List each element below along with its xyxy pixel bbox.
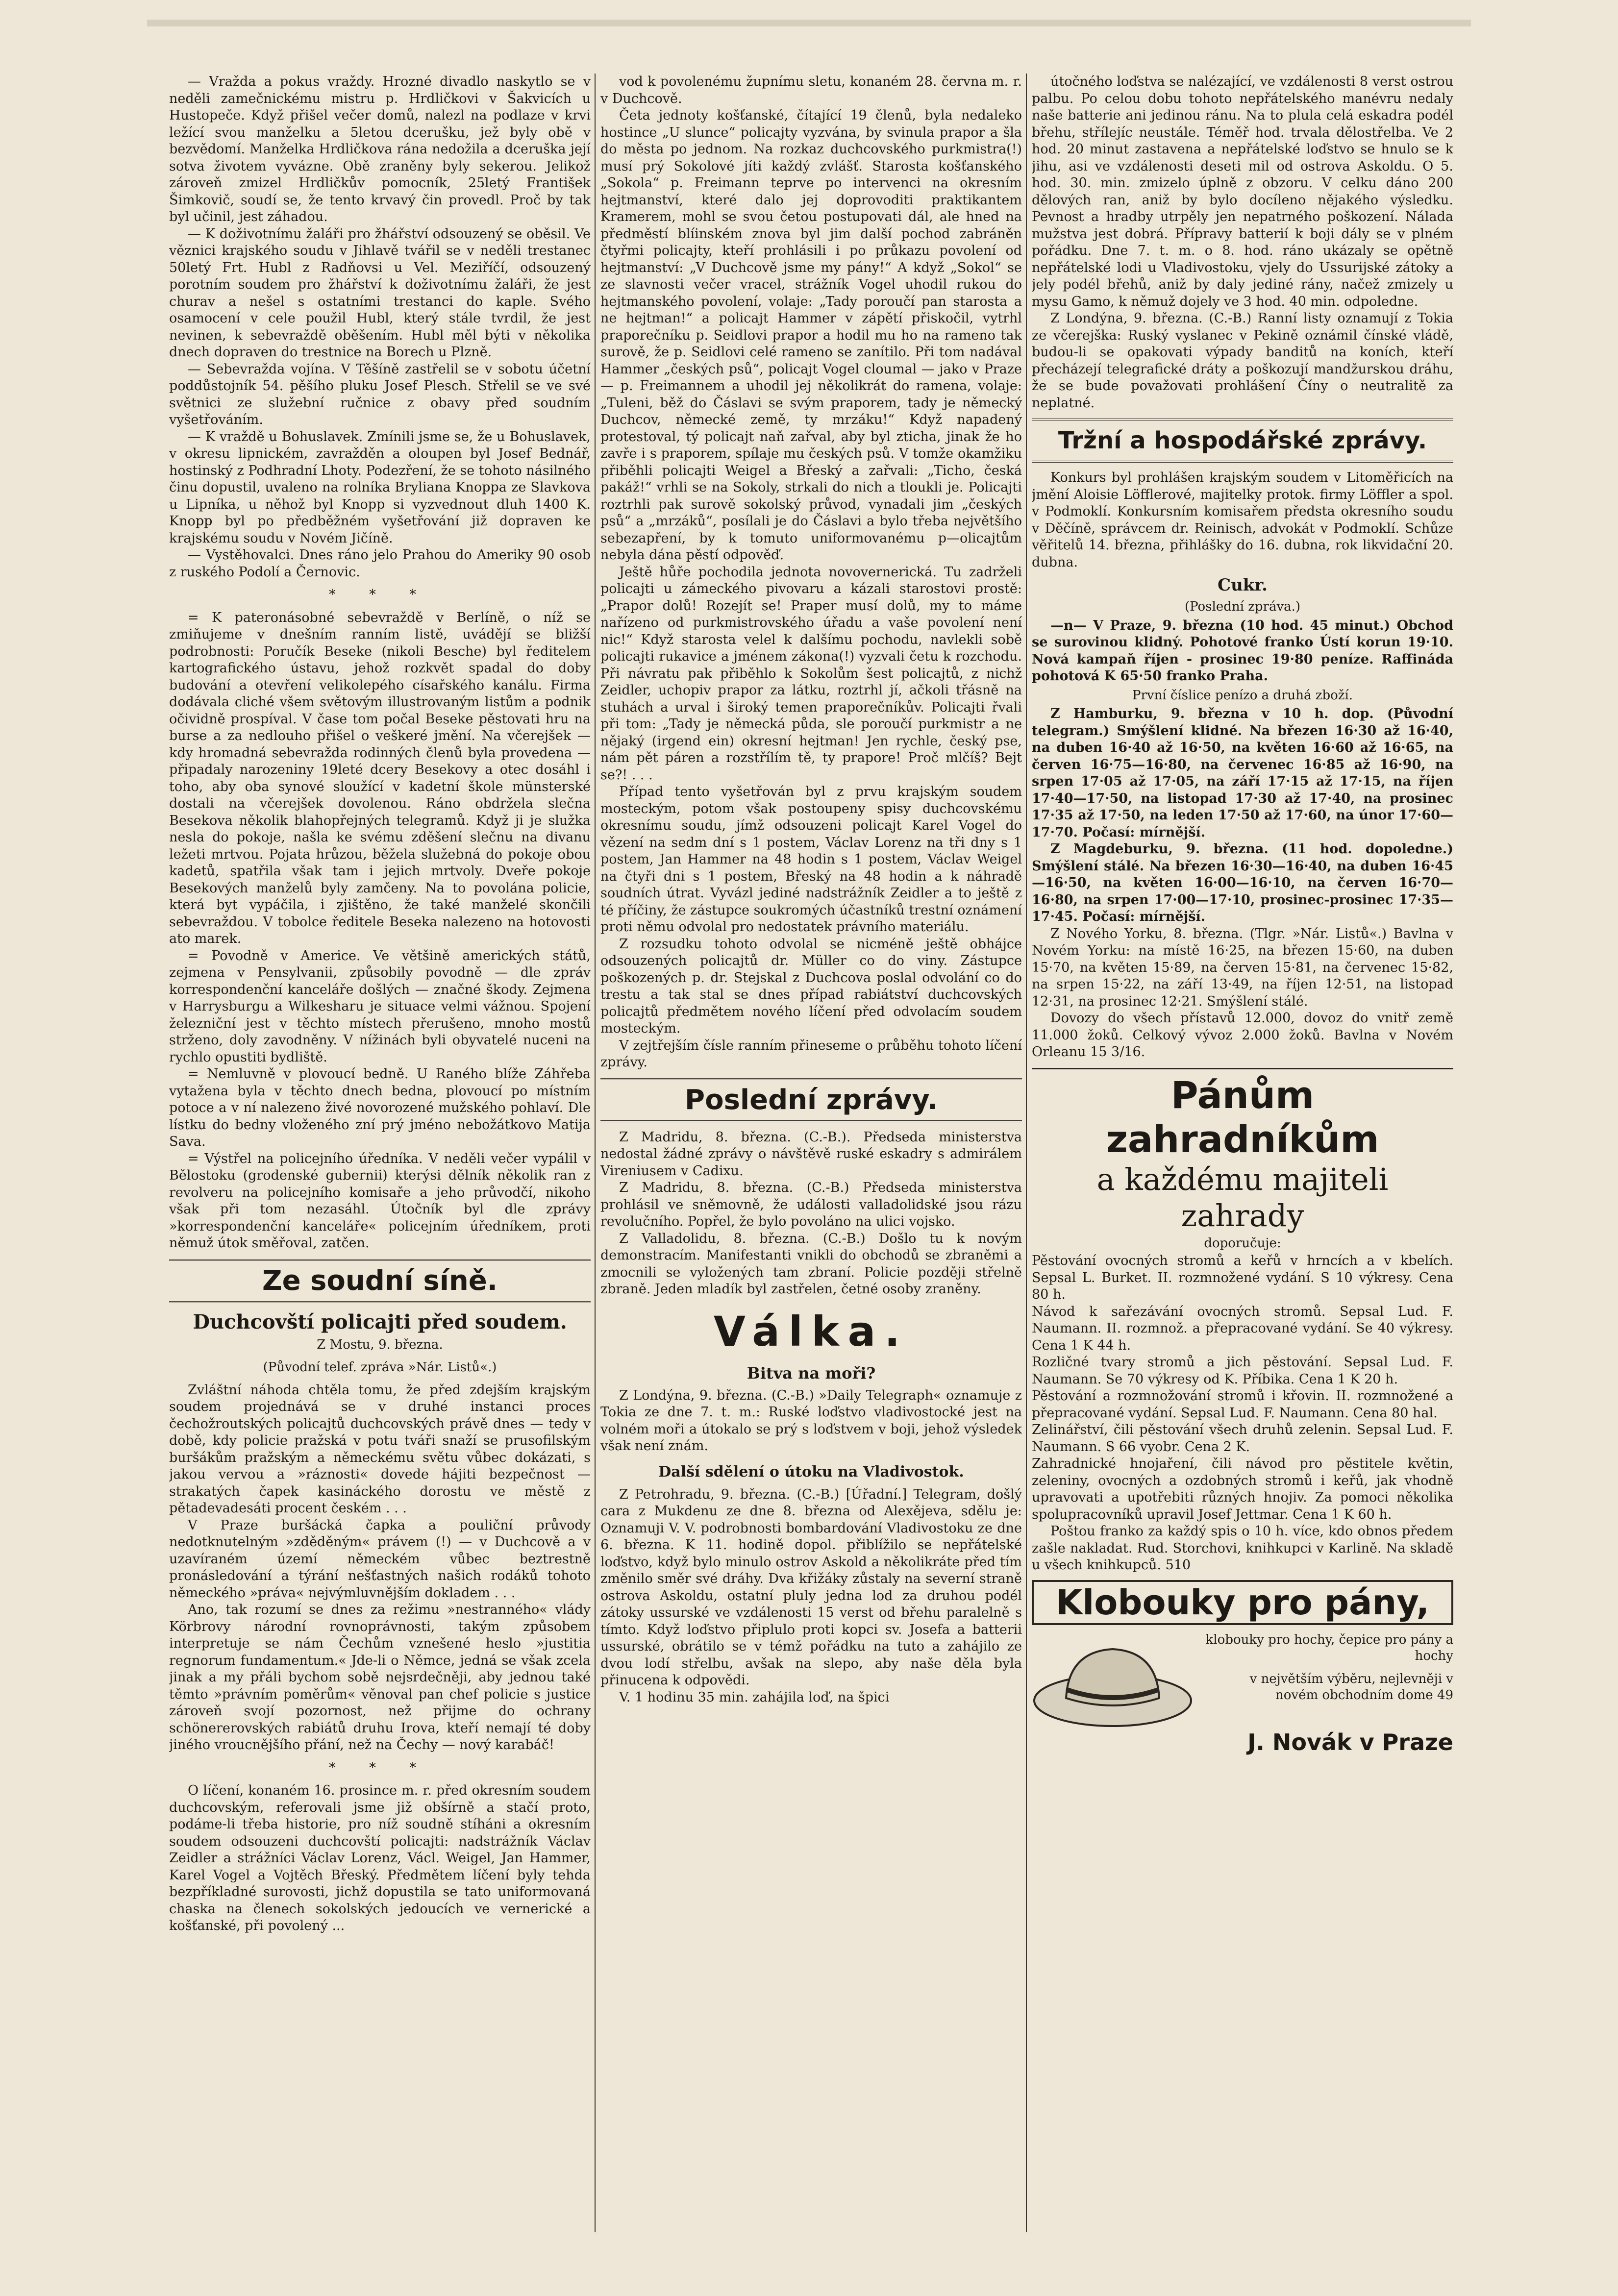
column-3 — [1032, 74, 1453, 2237]
ad-hats-line: klobouky pro hochy, čepice pro pány a hochy — [1205, 1632, 1453, 1663]
ad-garden-subtitle: a každému majiteli zahrady — [1096, 1161, 1389, 1234]
ad-book-item: Rozličné tvary stromů a jich pěstování. Sepsal Lud. F. Naumann. Se 70 výkresy od K. Příbika. Cena 1 K 20 h. — [1032, 1355, 1453, 1387]
court-paragraph: Zvláštní náhoda chtěla tomu, že před zdejším krajským soudem projednává se v druhé instanci proces čechožroutských policajtů duchcovských právě dnes — tedy v době, kdy policie pražská v potu tváři snaží se prusofilským buršákům pražským a německému světu vůbec dokázati, s jakou vervou a »ráznosti« dovede hájiti bezpečnost — strakatých čapek kasináckého dorostu ve městě z pětadevadesáti procent českém . . . — [169, 1382, 591, 1516]
article-bohuslavky: — K vraždě u Bohuslavek. Zmínili jsme se, že u Bohuslavek, v okresu lipnickém, zavražděn a oloupen byl Josef Bednář, hostinský z Podhradní Lhoty. Podezření, že se tohoto násilného činu dopustil, uvaleno na rolníka Bryliana Knoppa ze Slavkova u Lipníka, u něhož byl Knopp si vyzvednout dluh 1400 K. Knopp byl po předběžném vyšetřování již dopraven ke krajskému soudu v Novém Jičíně. — [169, 429, 591, 546]
market-newyork: Z Nového Yorku, 8. března. (Tlgr. »Nár. Listů«.) Bavlna v Novém Yorku: na místě 16·25, na březen 15·60, na duben 15·70, na květen 15·89, na červen 15·81, na červenec 15·82, na srpen 15·22, na září 13·49, na říjen 12·51, na listopad 12·31, na prosinec 12·21. Smýšlení stálé. — [1032, 926, 1453, 1009]
article-murder: — Vražda a pokus vraždy. Hrozné divadlo naskytlo se v neděli zamečnickému mistru p. Hrdličkovi v Šakvicích u Hustopeče. Když přišel večer domů, nalezl na podlaze v krvi ležící svou manželku a 5letou dcerušku, jež byly obě v bezvědomí. Manželka Hrdličkova rána nedožila a dceruška její sotva životem vyvázne. Obě zraněny byly sekerou. Jelikož zároveň zmizel Hrdličkův pomocník, 25letý František Šimkovič, soudí se, že tento krvavý čin provedl. Proč by tak byl učinil, jest záhadou. — [169, 74, 591, 224]
separator-stars: * * * — [329, 587, 431, 602]
war-petrograd-cont: V. 1 hodinu 35 min. zahájila loď, na špici — [619, 1689, 890, 1705]
court-continued: V zejtřejším čísle ranním přineseme o průběhu tohoto líčení zprávy. — [600, 1037, 1022, 1070]
article-berlin: = K pateronásobné sebevraždě v Berlíně, o níž se zmiňujeme v dnešním ranním listě, uvádějí se bližší podrobnosti: Poručík Beseke (nikoli Besche) byl ředitelem kartografického ústavu, jehož rozkvět spadal do doby budování a otevření velikolepého císařského kanálu. Firma dodávala cliché všem světovým illustrovaným listům a podnik očividně prospíval. V čase tom počal Beseke pěstovati hru na burse a za nedlouho přišel o veškeré jmění. Na včerejšek — kdy hromadná sebevražda rodinných členů byla provedena — připadaly narozeniny 19leté dcery Besekovy a otec dosáhl i toho, aby oba synové sloužící v kadetní škole münsterské dostali na včerejšek dovolenou. Ráno obdržela slečna Besekova několik blahopřejných telegramů. Když ji je služka nesla do pokoje, našla ke svému zděšení slečnu na divanu ležeti mrtvou. Pojata hrůzou, běžela služebná do pokoje obou kadetů, spatřila však tam i jejich mrtvoly. Dveře pokoje Besekových manželů byly zamčeny. Na to povolána policie, která byt vypáčila, i zjištěno, že také manželé skončili sebevraždou. V tobolce ředitele Beseka nalezeno na hotovosti ato marek. — [169, 610, 591, 946]
market-note: První číslice penízo a druhá zboží. — [1132, 688, 1353, 703]
ad-order-note: Poštou franko za každý spis o 10 h. více, kdo obnos předem zašle nakladat. Rud. Storchovi, knihkupci v Karlině. Na skladě u všech knihkupců. 510 — [1032, 1524, 1453, 1573]
section-heading-market: Tržní a hospodářské zprávy. — [1032, 419, 1453, 463]
section-heading-war: Válka. — [713, 1307, 909, 1356]
market-prague: —n— V Praze, 9. března (10 hod. 45 minut.) Obchod se surovinou klidný. Pohotové franko Ústí korun 19·10. Nová kampaň říjen - prosinec 19·80 peníze. Raffináda pohotová K 65·50 franko Praha. — [1032, 617, 1453, 684]
war-petrograd: Z Petrohradu, 9. března. (C.-B.) [Úřadní.] Telegram, došlý cara z Mukdenu ze dne 8. března od Alexějeva, sdělu je: Oznamuji V. V. podrobnosti bombardování Vladivostoku ze dne 6. března. K 11. hodině dopol. přiblížilo se nepřátelské loďstvo, když bylo minulo ostrov Askold a několikráte před tím změnilo směr své dráhy. Dva křižáky zůstaly na severní straně ostrova Askoldu, ostatní pluly jedna lod za druhou podél zátoky ussurské ve vzdálenosti 15 verst od břehu paralelně s tímto. Když loďstvo připlulo proti kopci sv. Josefa a batterii ussurské, obrátilo se v témž pořádku na tuto a zahájilo ze dvou lodí střelbu, avšak na slepo, aby naše děla byla přinucena k odpovědi. — [600, 1486, 1022, 1688]
ad-book-item: Zahradnické hnojaření, čili návod pro pěstitele květin, zeleniny, ovocných a ozdobných stromů i keřů, jak vhodně upravovati a upotřebiti různých hnojiv. Za pomoci několika spolupracovníků upravil Josef Jettmar. Cena 1 K 60 h. — [1032, 1456, 1453, 1522]
ad-hats — [1032, 1632, 1453, 1730]
market-magdeburg: Z Magdeburku, 9. března. (11 hod. dopoledne.) Smýšlení stálé. Na březen 16·30—16·40, na duben 16·45—16·50, na květen 16·00—16·10, na červen 16·70—16·80, na srpen 17·00—17·10, prosinec-prosinec 17·35—17·45. Počasí: mírnější. — [1032, 841, 1453, 924]
war-subheading-2: Další sdělení o útoku na Vladivostok. — [658, 1463, 964, 1481]
hat-illustration-icon — [1032, 1632, 1194, 1730]
war-continued: útočného loďstva se nalézající, ve vzdálenosti 8 verst ostrou palbu. Po celou dobu tohoto nepřátelského manévru nedaly naše batterie ani jedinou ránu. Na to plula celá eskadra podél břehu, střílejíc neustále. Téměř hod. trvala dělostřelba. Ve 2 hod. 20 minut zastavena a nepřátelské loďstvo se hnulo se k jihu, asi ve vzdálenosti deseti mil od ostrova Askoldu. O 5. hod. 30. min. zmizelo úplně z obzoru. V celku dáno 200 dělových ran, aniž by bylo docíleno nějakého výsledku. Pevnost a hradby utrpěly jen nepatrného poškození. Nálada mužstva jest dobrá. Přípravy batterií k boji dály se v plném pořádku. Dne 7. t. m. o 8. hod. ráno ukázaly se opětně nepřátelské lodi u Vladivostoku, vjely do Ussurijské zátoky a jely podél břehů, aniž by daly jediné rány, načež zmizely u mysu Gamo, k němuž dojely ve 3 hod. 40 min. odpoledne. — [1032, 74, 1453, 309]
latest-madrid-2: Z Madridu, 8. března. (C.-B.) Předseda ministerstva prohlásil ve sněmovně, že události valladolidské jsou rázu revolučního. Popřel, že bylo povoláno na ulici vojsko. — [600, 1180, 1022, 1229]
ad-book-item: Zelinářství, čili pěstování všech druhů zelenin. Sepsal Lud. F. Naumann. S 66 vyobr. Cena 2 K. — [1032, 1422, 1453, 1455]
column-2 — [600, 74, 1022, 2237]
market-konkurs: Konkurs byl prohlášen krajským soudem v Litoměřicích na jmění Aloisie Löfflerové, majitelky protok. firmy Löffler a spol. v Podmoklí. Konkursním komisařem předsta okresního soudu v Děčíně, správcem dr. Reinisch, advokát v Podmoklí. Schůze věřitelů 14. března, přihlášky do 16. dubna, rok likvidační 20. dubna. — [1032, 470, 1453, 570]
article-emigrants: — Vystěhovalci. Dnes ráno jelo Prahou do Ameriky 90 osob z ruského Podolí a Černovic. — [169, 547, 591, 580]
court-continued: Z rozsudku tohoto odvolal se nicméně ještě obhájce odsouzených policajtů dr. Müller co do viny. Zástupce poškozených p. dr. Stejskal z Duchcova poslal odvolání co do trestu a tak stal se dnes případ rabiátství duchcovských policajtů předmětem nového líčení před odvolacím soudem mosteckým. — [600, 936, 1022, 1036]
ad-garden-title: Pánům zahradníkům — [1106, 1073, 1379, 1161]
latest-valladolid: Z Valladolidu, 8. března. (C.-B.) Došlo tu k novým demonstracím. Manifestanti vnikli do obchodů se zbraněmi a zmocnili se vyložených tam zbraní. Policie později střelně zbraně. Jeden mladík byl zastřelen, četné osoby zraněny. — [600, 1231, 1022, 1297]
advertisement-garden — [1032, 1068, 1453, 1574]
sugar-heading: Cukr. — [1218, 575, 1268, 595]
column-rule — [595, 74, 596, 2232]
market-hamburg: Z Hamburku, 9. března v 10 h. dop. (Původní telegram.) Smýšlení klidné. Na březen 16·30 až 16·40, na duben 16·40 až 16·50, na květen 16·60 až 16·65, na červen 16·75—16·80, na červenec 16·85 až 16·90, na srpen 17·05 až 17·05, na září 17·15 až 17·15, na říjen 17·40—17·50, na listopad 17·30 až 17·40, na prosinec 17·35 až 17·50, na leden 17·50 až 17·60, na únor 17·60—17·70. Počasí: mírnější. — [1032, 706, 1453, 840]
court-paragraph: Ano, tak rozumí se dnes za režimu »nestranného« vlády Körbrovy národní rovnoprávnosti, takým způsobem interpretuje se nám Čechům vznešené heslo »justitia regnorum fundamentum.« Jde-li o Němce, jedná se však zcela jinak a my přáli bychom sobě nejsrdečněji, aby jednou také těmto »právním poměrům« věnoval pan chef policie s justice zároveň svojí pozornost, než přijme do ochrany schönererovských rabiátů druhu Irova, kteří nemají té doby jiného vroucnějšího přání, než na Čechy — nový karabáč! — [169, 1602, 591, 1753]
section-heading-latest: Poslední zprávy. — [600, 1078, 1022, 1122]
ad-hats-title: Klobouky pro pány, — [1032, 1580, 1453, 1625]
article-infant: = Nemluvně v plovoucí bedně. U Raného blíže Záhřeba vytažena byla v těchto dnech bedna, plovoucí po místním potoce a v ní nalezeno živé novorozené mužského pohlaví. Dle lístku do bedny vloženého zní prý jméno nebožátkovo Matija Sava. — [169, 1066, 591, 1149]
column-rule — [1026, 74, 1027, 2232]
court-paragraph: O líčení, konaném 16. prosince m. r. před okresním soudem duchcovským, referovali jsme již obšírně a stačí proto, podáme-li třeba historie, pro níž soudně stíháni a okresním soudem odsouzeni duchcovští policajti: nadstrážník Václav Zeidler a strážníci Václav Lorenz, Václ. Weigel, Jan Hammer, Karel Vogel a Vojtěch Břeský. Předmětem líčení byly tehda bezpříkladné surovosti, jichž dopustila se tato uniformovaná chaska na členech sokolských jedoucích ve vernerické a košťanské, při povolený ... — [169, 1783, 591, 1933]
article-floods: = Povodně v Americe. Ve většině amerických států, zejmena v Pensylvanii, způsobily povodně — dle zpráv korrespondenční kanceláře došlých — značné škody. Zejmena v Harrysburgu a Wilkesharu je situace velmi vážnou. Spojení železniční jest v těchto místech přerušeno, mnoho mostů strženo, doly zavodněny. V nížinách byli obyvatelé nuceni na rychlo opustiti bydliště. — [169, 948, 591, 1065]
court-article-title: Duchcovští policajti před soudem. — [193, 1310, 567, 1333]
article-suicide-prisoner: — K doživotnímu žaláři pro žhářství odsouzený se oběsil. Ve věznici krajského soudu v Jihlavě tvářil se v neděli trestanec 50letý Frt. Hubl z Radňovsi u Vel. Meziříčí, odsouzený porotním soudem pro žhářství k doživotnímu žaláři, že jest churav a nešel s ostatními trestanci do kaple. Svého osamocení v cele použil Hubl, který stále tvrdil, že jest nevinen, k sebevraždě oběšením. Hubl měl býti v několika dnech dopraven do trestnice na Borech u Plzně. — [169, 226, 591, 360]
ad-book-item: Návod k sařezávání ovocných stromů. Sepsal Lud. F. Naumann. II. rozmnož. a přepracované vydání. Se 40 výkresy. Cena 1 K 44 h. — [1032, 1304, 1453, 1353]
ad-hats-text — [1203, 1632, 1453, 1730]
court-continued: Četa jednoty košťanské, čítající 19 členů, byla nedaleko hostince „U slunce“ policajty vyzvána, by svinula prapor a šla do města po jednom. Na rozkaz duchcovského purkmistra(!) musí prý Sokolové jíti každý zvlášť. Starosta košťanského „Sokola“ p. Freimann teprve po intervenci na okresním hejtmanství, které dalo jej doprovoditi praktikantem Kramerem, mohl se svou četou postupovati dál, ale hned na předměstí blíinském znova byl jim další pochod zabráněn čtyřmi policajty, kteří prohlásili i po průkazu povolení od hejtmanství: „V Duchcově jsme my pány!“ A když „Sokol“ se ze slavnosti večer vracel, strážník Vogel uhodil rukou do hejtmanského povolení, volaje: „Tady poroučí pan starosta a ne hejtman!“ a policajt Hammer v zápětí přiskočil, vytrhl praporečníku p. Seidlovi prapor a hodil mu ho na rameno tak surově, že p. Seidlovi celé rameno se zanítilo. Při tom nadával Hammer „českých psů“, policajt Vogel cloumal — jako v Praze — p. Freimannem a uhodil jej několikrát do ramena, volaje: „Tuleni, běž do Čáslavi se svým praporem, tady je německý Duchcov, německé země, ty mrzáku!“ Když napadený protestoval, tý policajt naň zařval, aby byl zticha, jinak že ho zavře i s praporem, spílaje mu českých psů. V tomže okamžiku přiběhli policajti Weigel a Břeský a zařvali: „Ticho, česká pakáž!“ vrhli se na Sokoly, strkali do nich a tloukli je. Policajti roztrhli pak surově sokolský průvod, vynadali jim „českých psů“ a „mrzáků“, posílali je do Čáslavi a bylo třeba největšího sebezapření, by k tomuto uniformovanému p—olicajtům nebyla dána pěstí odpověď. — [600, 108, 1022, 563]
court-source: (Původní telef. zpráva »Nár. Listů«.) — [263, 1360, 497, 1375]
article-soldier-suicide: — Sebevražda vojína. V Těšíně zastřelil se v sobotu účetní poddůstojník 54. pěšího pluku Josef Plesch. Střelil se ve své světnici ze služební ručnice z obavy před soudním vyšetřováním. — [169, 361, 591, 427]
court-paragraph: V Praze buršácká čapka a pouliční průvody nedotknutelným »zděděným« právem (!) — v Duchcově a v uzavíraném území německém vůbec beztrestně pronásledování a týrání nešťastných našich rodáků tohoto německého »práva« nejvýmluvnějším dokladem . . . — [169, 1517, 591, 1601]
ad-hats-line: v největším výběru, nejlevněji v novém obchodním dome 49 — [1249, 1671, 1453, 1703]
section-heading-court: Ze soudní síně. — [169, 1259, 591, 1303]
ad-garden-recommends: doporučuje: — [1204, 1235, 1281, 1251]
market-imports: Dovozy do všech přístavů 12.000, dovoz do vnitř země 11.000 žoků. Celkový vývoz 2.000 žoků. Bavlna v Novém Orleanu 15 3/16. — [1032, 1011, 1453, 1060]
court-dateline: Z Mostu, 9. března. — [317, 1337, 443, 1352]
latest-madrid-1: Z Madridu, 8. března. (C.-B.). Předseda ministerstva nedostal žádné zprávy o návštěvě ruské eskadry s admirálem Vireniusem v Cadixu. — [600, 1129, 1022, 1179]
news-london-tokio: Z Londýna, 9. března. (C.-B.) Ranní listy oznamují z Tokia ze včerejška: Ruský vyslanec v Pekině oznámil čínské vládě, budou-li se opakovati výpady banditů na koních, kteří přecházejí telegrafické dráty a poškozují mandžurskou dráhu, že se bude považovati prohlášení Číny o neutralitě za neplatné. — [1032, 311, 1453, 411]
court-continued: Ještě hůře pochodila jednota novovernerická. Tu zadrželi policajti u zámeckého pivovaru a kázali starostovi prostě: „Prapor dolů! Rozejít se! Praper musí dolů, my to máme nařízeno od purkmistrovského úřadu a vaše povolení není nic!“ Když starosta velel k dalšímu pochodu, navlekli sobě policajti rukavice a jménem zákona(!) vyzvali četu k rozchodu. Při návratu pak přiběhlo k Sokolům šest policajtů, z nichž Zeidler, uchopiv prapor za látku, roztrhl jí, ačkoli třásně na stuhách a urval i široký temen praporečníkův. Policajti řvali při tom: „Tady je německá půda, sle poroučí purkmistr a ne nějaký (irgend ein) okresní hejtman! Jen rychle, český pse, nám pět páren a rozstřílím tě, ty prapore! Proč mlčíš? Bejt se?! . . . — [600, 564, 1022, 783]
column-1 — [169, 74, 591, 2237]
court-continued: Případ tento vyšetřován byl z prvu krajským soudem mosteckým, potom však postoupeny spisy duchcovskému okresnímu soudu, jímž odsouzeni policajt Karel Vogel do vězení na sedm dní s 1 postem, Václav Lorenz na tři dny s 1 postem, Jan Hammer na 48 hodin s 1 postem, Václav Weigel na čtyři dni s 1 postem, Břeský na 48 hodin a k náhradě soudních útrat. Vyvázl jediné nadstrážník Zeidler a to ještě z té příčiny, že zástupce soukromých účastníků trestní oznámení proti němu odvolal pro nedostatek právního materiálu. — [600, 784, 1022, 935]
court-continued: vod k povolenému župnímu sletu, konaném 28. června m. r. v Duchcově. — [600, 74, 1022, 106]
separator-stars: * * * — [329, 1760, 431, 1776]
ad-book-item: Pěstování a rozmnožování stromů i křovin. II. rozmnožené a přepracované vydání. Sepsal Lud. F. Naumann. Cena 80 hal. — [1032, 1388, 1453, 1421]
article-shot: = Výstřel na policejního úředníka. V neděli večer vypálil v Bělostoku (grodenské gubernii) kterýsi dělník několik ran z revolveru na policejního komisaře a jeho průvodčí, nikoho však při tom nezasáhl. Útočník byl dle zprávy »korrespondenční kanceláře« policejním úředníkem, proti němuž útok směřoval, zatčen. — [169, 1151, 591, 1251]
sugar-subheading: (Poslední zpráva.) — [1184, 599, 1301, 614]
ad-hats-company: J. Novák v Praze — [1247, 1728, 1453, 1755]
war-subheading: Bitva na moři? — [747, 1363, 876, 1383]
market-block — [1032, 706, 1453, 926]
page-top-edge — [147, 20, 1471, 26]
market-block — [1032, 617, 1453, 685]
ad-book-item: Pěstování ovocných stromů a keřů v hrncích a v kbelích. Sepsal L. Burket. II. rozmnožené vydání. S 10 výkresy. Cena 80 h. — [1032, 1253, 1453, 1302]
war-london: Z Londýna, 9. března. (C.-B.) »Daily Telegraph« oznamuje z Tokia ze dne 7. t. m.: Ruské loďstvo vladivostocké jest na volném moři a útokalo se prý s loďstvem v boji, jehož výsledek však není znám. — [600, 1387, 1022, 1454]
